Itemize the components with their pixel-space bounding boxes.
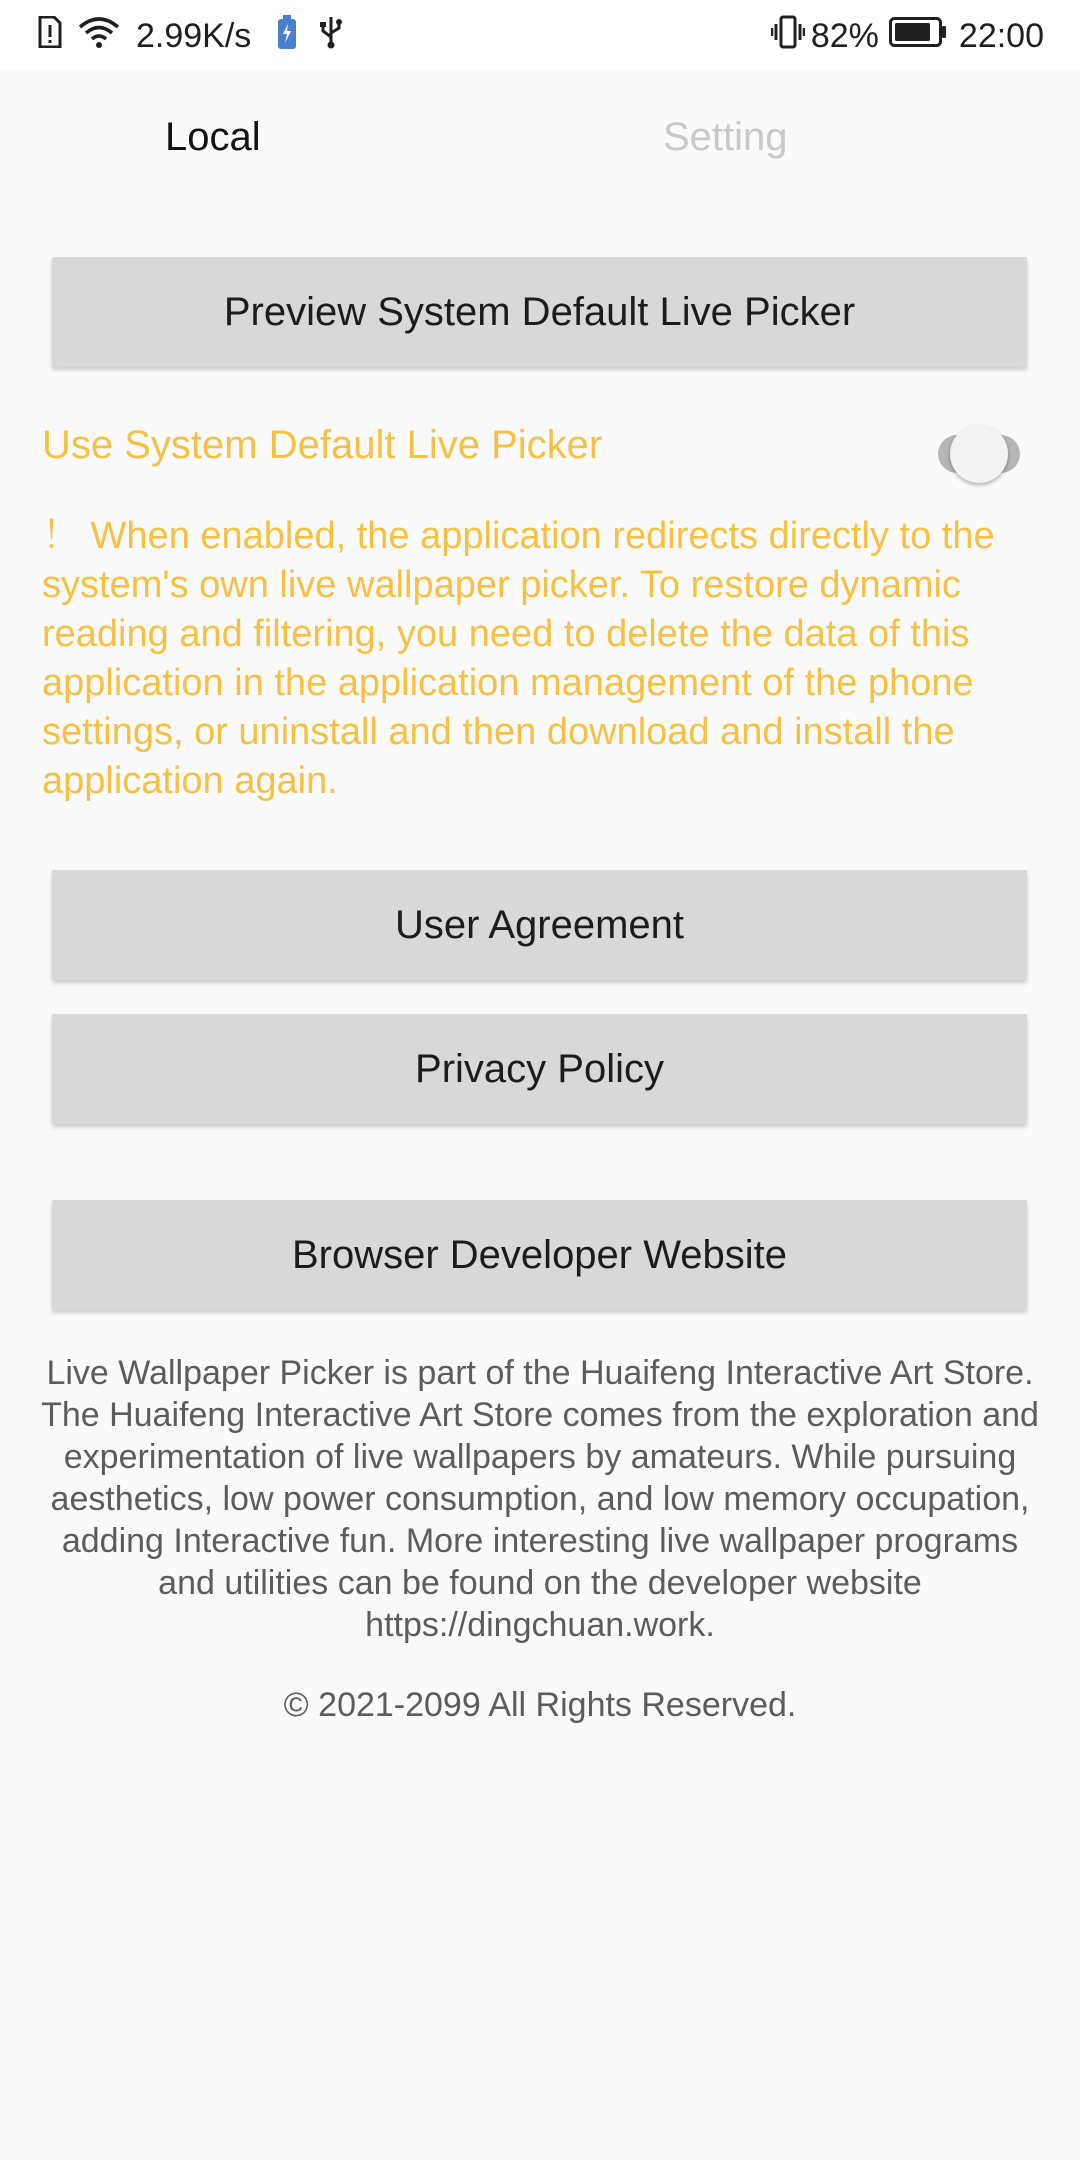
tab-setting[interactable]: Setting bbox=[663, 115, 788, 159]
switch-thumb bbox=[950, 425, 1008, 483]
status-bar-left bbox=[38, 14, 359, 58]
usb-icon bbox=[319, 15, 343, 58]
use-system-picker-row bbox=[42, 415, 1042, 479]
sd-alert-icon bbox=[38, 16, 62, 57]
copyright: © 2021-2099 All Rights Reserved. bbox=[283, 1686, 797, 1724]
developer-website-button[interactable]: Browser Developer Website bbox=[52, 1200, 1027, 1310]
status-bar-right bbox=[771, 14, 1044, 58]
battery-icon bbox=[889, 17, 947, 56]
status-bar bbox=[0, 0, 1080, 70]
user-agreement-button[interactable]: User Agreement bbox=[52, 870, 1027, 980]
tab-local[interactable]: Local bbox=[165, 115, 261, 159]
battery-percent: 82% bbox=[810, 16, 879, 55]
tab-bar bbox=[0, 70, 1080, 210]
preview-live-picker-button[interactable]: Preview System Default Live Picker bbox=[52, 257, 1027, 367]
network-speed: 2.99K/s bbox=[136, 16, 252, 55]
privacy-policy-button[interactable]: Privacy Policy bbox=[52, 1014, 1027, 1124]
vibrate-icon bbox=[771, 15, 805, 58]
about-text: Live Wallpaper Picker is part of the Huaifeng Interactive Art Store. The Huaifeng Interactive Art Store comes from the exploration and experimentation of live wallpapers by amateurs. While pursuing aesthetics, low power consumption, and low memory occupation, adding Interactive fun. More interesting live wallpaper programs and utilities can be found on the developer website https://dingchuan.work. bbox=[41, 1354, 1039, 1644]
wifi-icon bbox=[78, 15, 120, 58]
clock: 22:00 bbox=[958, 16, 1044, 55]
use-system-picker-switch[interactable] bbox=[910, 427, 1046, 481]
use-system-picker-label: Use System Default Live Picker bbox=[42, 423, 603, 467]
battery-saver-icon bbox=[277, 15, 297, 58]
warning-notice: ！ When enabled, the application redirects directly to the system's own live wallpaper picker. To restore dynamic reading and filtering, you need to delete the data of this application in the application management of the phone settings, or uninstall and then download and install the application again. bbox=[42, 515, 995, 802]
